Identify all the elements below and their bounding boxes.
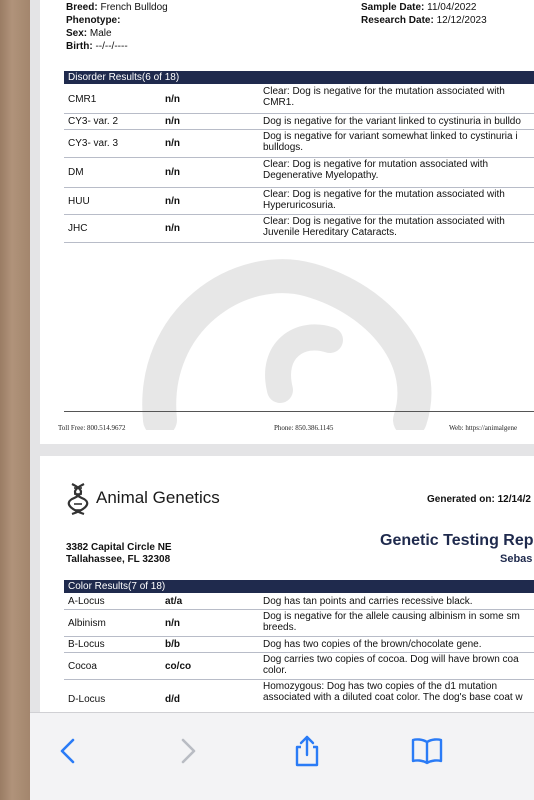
- disorder-genotype: n/n: [165, 116, 180, 127]
- share-button[interactable]: [289, 733, 325, 769]
- bookmarks-button[interactable]: [409, 733, 445, 769]
- sample-date-label: Sample Date:: [361, 2, 425, 13]
- disorder-genotype: n/n: [165, 223, 180, 234]
- color-name: D-Locus: [68, 694, 106, 705]
- patient-info: [66, 1, 168, 53]
- sex-value: Male: [89, 28, 112, 39]
- disorder-name: CY3- var. 3: [68, 138, 119, 149]
- color-result-line-2: color.: [263, 665, 287, 676]
- disorder-result: [263, 86, 534, 108]
- disorder-result-line-1: Clear: Dog is negative for the mutation associated with: [263, 216, 505, 227]
- sample-info: [361, 1, 487, 27]
- disorder-row: [64, 85, 534, 114]
- footer-divider: [64, 411, 534, 412]
- disorder-result: [263, 116, 534, 127]
- disorder-name: HUU: [68, 196, 90, 207]
- disorder-name: JHC: [68, 223, 88, 234]
- color-results-header: Color Results(7 of 18): [64, 580, 534, 593]
- color-result-line-2: breeds.: [263, 622, 297, 633]
- disorder-row: [64, 215, 534, 243]
- color-result-line-1: Homozygous: Dog has two copies of the d1 mutation: [263, 681, 498, 692]
- disorder-result: [263, 159, 534, 181]
- color-genotype: b/b: [165, 639, 180, 650]
- brand-name: Animal Genetics: [96, 488, 220, 507]
- disorder-row: [64, 158, 534, 188]
- lab-address: [66, 542, 172, 566]
- disorder-result: [263, 216, 534, 238]
- disorder-result-line-1: Clear: Dog is negative for the mutation associated with: [263, 86, 505, 97]
- research-date-value: 12/12/2023: [436, 15, 487, 26]
- disorder-genotype: n/n: [165, 138, 180, 149]
- birth-value: --/--/----: [95, 41, 128, 52]
- research-date-label: Research Date:: [361, 15, 434, 26]
- color-row: [64, 653, 534, 680]
- report-title: Genetic Testing Rep: [380, 532, 534, 549]
- color-genotype: co/co: [165, 661, 192, 672]
- generated-date: Generated on: 12/14/2: [427, 494, 531, 505]
- disorder-result-line-1: Clear: Dog is negative for the mutation associated with: [263, 189, 505, 200]
- color-result: [263, 639, 534, 650]
- browser-toolbar: [30, 712, 534, 800]
- color-result: [263, 596, 534, 607]
- breed-label: Breed:: [66, 2, 98, 13]
- color-row: [64, 610, 534, 637]
- disorder-row: [64, 130, 534, 158]
- sample-date-value: 11/04/2022: [427, 2, 477, 13]
- color-result-line-2: associated with a diluted coat color. The dog's base coat w: [263, 692, 523, 703]
- back-button[interactable]: [50, 733, 86, 769]
- color-name: Albinism: [68, 618, 106, 629]
- phone-number: Phone: 850.386.1145: [274, 424, 334, 432]
- birth-label: Birth:: [66, 41, 93, 52]
- disorder-row: [64, 114, 534, 130]
- disorder-name: DM: [68, 167, 84, 178]
- disorder-genotype: n/n: [165, 196, 180, 207]
- report-page-1[interactable]: [40, 0, 534, 444]
- color-row: [64, 637, 534, 653]
- website-link[interactable]: Web: https://animalgene: [449, 424, 518, 432]
- color-name: B-Locus: [68, 639, 105, 650]
- sex-label: Sex:: [66, 28, 88, 39]
- color-genotype: at/a: [165, 596, 183, 607]
- color-result: [263, 681, 534, 703]
- disorder-row: [64, 188, 534, 215]
- color-result-line-1: Dog carries two copies of cocoa. Dog will have brown coa: [263, 654, 519, 665]
- breed-value: French Bulldog: [100, 2, 168, 13]
- color-row: [64, 594, 534, 610]
- disorder-result-line-2: Degenerative Myelopathy.: [263, 170, 379, 181]
- color-name: A-Locus: [68, 596, 105, 607]
- color-result-line-1: Dog is negative for the allele causing albinism in some sm: [263, 611, 520, 622]
- share-icon: [292, 734, 322, 768]
- toll-free-number: Toll Free: 800.514.9672: [58, 424, 126, 432]
- color-result-line-1: Dog has two copies of the brown/chocolate gene.: [263, 639, 482, 650]
- disorder-result-line-1: Dog is negative for the variant linked to cystinuria in bulldo: [263, 116, 521, 127]
- background-wood: [0, 0, 30, 800]
- disorder-results-header: Disorder Results(6 of 18): [64, 71, 534, 84]
- watermark-logo: [130, 240, 460, 430]
- disorder-result-line-1: Dog is negative for variant somewhat linked to cystinuria i: [263, 131, 518, 142]
- disorder-genotype: n/n: [165, 94, 180, 105]
- disorder-result-line-2: bulldogs.: [263, 142, 304, 153]
- color-result: [263, 654, 534, 676]
- chevron-left-icon: [58, 737, 78, 765]
- disorder-result-line-1: Clear: Dog is negative for mutation associated with: [263, 159, 489, 170]
- book-icon: [410, 736, 444, 766]
- tabs-button[interactable]: [522, 733, 534, 769]
- color-genotype: n/n: [165, 618, 180, 629]
- report-page-2[interactable]: [40, 456, 534, 726]
- address-line-1: 3382 Capital Circle NE: [66, 542, 172, 553]
- disorder-result-line-2: CMR1.: [263, 97, 295, 108]
- disorder-result: [263, 189, 534, 211]
- disorder-result: [263, 131, 534, 153]
- color-result: [263, 611, 534, 633]
- color-name: Cocoa: [68, 661, 97, 672]
- chevron-right-icon: [178, 737, 198, 765]
- address-line-2: Tallahassee, FL 32308: [66, 554, 171, 565]
- phone-screen: [30, 0, 534, 800]
- dna-logo-icon: [66, 482, 90, 516]
- color-result-line-1: Dog has tan points and carries recessive black.: [263, 596, 473, 607]
- disorder-result-line-2: Hyperuricosuria.: [263, 200, 336, 211]
- disorder-genotype: n/n: [165, 167, 180, 178]
- disorder-name: CY3- var. 2: [68, 116, 119, 127]
- color-genotype: d/d: [165, 694, 180, 705]
- phenotype-label: Phenotype:: [66, 15, 121, 26]
- report-subtitle: Sebas: [500, 553, 533, 565]
- forward-button[interactable]: [170, 733, 206, 769]
- disorder-name: CMR1: [68, 94, 97, 105]
- disorder-result-line-2: Juvenile Hereditary Cataracts.: [263, 227, 397, 238]
